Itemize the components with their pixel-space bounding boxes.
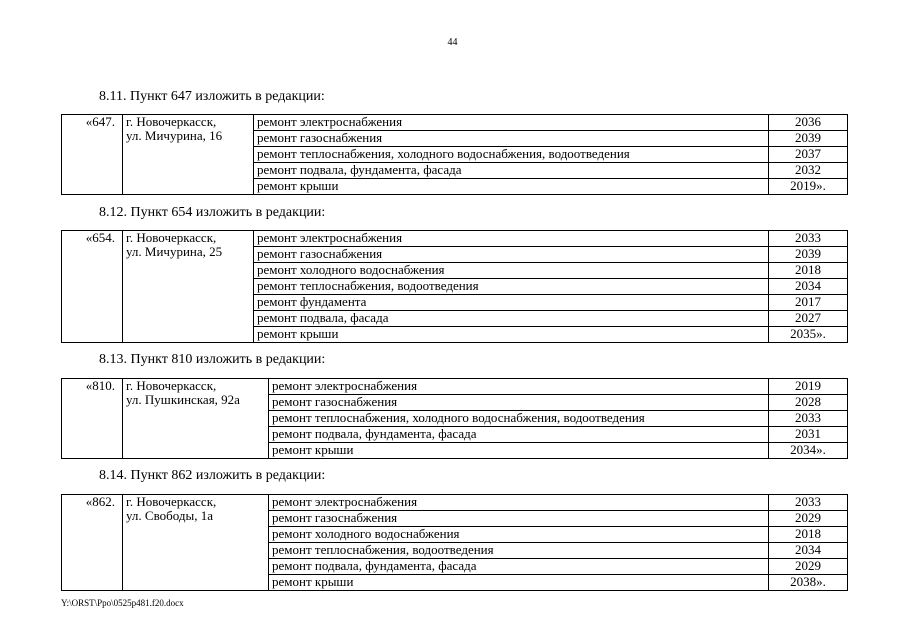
work-year: 2018 bbox=[769, 263, 848, 279]
item-number: «647. bbox=[85, 114, 115, 129]
work-type: ремонт электроснабжения bbox=[254, 231, 769, 247]
work-year: 2039 bbox=[769, 131, 848, 147]
work-year: 2033 bbox=[769, 231, 848, 247]
work-type: ремонт подвала, фасада bbox=[254, 311, 769, 327]
work-type: ремонт электроснабжения bbox=[269, 495, 769, 511]
work-type: ремонт газоснабжения bbox=[269, 511, 769, 527]
work-year: 2033 bbox=[769, 411, 848, 427]
address-street: ул. Пушкинская, 92а bbox=[126, 392, 240, 407]
item-number: «810. bbox=[85, 378, 115, 393]
work-type: ремонт газоснабжения bbox=[254, 247, 769, 263]
section-heading-810: 8.13. Пункт 810 изложить в редакции: bbox=[99, 352, 326, 367]
work-type: ремонт подвала, фундамента, фасада bbox=[254, 163, 769, 179]
work-type: ремонт газоснабжения bbox=[269, 395, 769, 411]
work-year: 2019». bbox=[769, 179, 848, 195]
work-type: ремонт холодного водоснабжения bbox=[269, 527, 769, 543]
section-heading-862: 8.14. Пункт 862 изложить в редакции: bbox=[99, 468, 326, 483]
work-year: 2029 bbox=[769, 559, 848, 575]
work-year: 2039 bbox=[769, 247, 848, 263]
work-type: ремонт подвала, фундамента, фасада bbox=[269, 559, 769, 575]
work-year: 2029 bbox=[769, 511, 848, 527]
address-city: г. Новочеркасск, bbox=[126, 494, 217, 509]
work-year: 2032 bbox=[769, 163, 848, 179]
work-type: ремонт теплоснабжения, холодного водоснабжения, водоотведения bbox=[269, 411, 769, 427]
address-city: г. Новочеркасск, bbox=[126, 230, 217, 245]
work-type: ремонт крыши bbox=[254, 179, 769, 195]
page-number: 44 bbox=[447, 37, 458, 48]
work-year: 2033 bbox=[769, 495, 848, 511]
table-row bbox=[62, 379, 848, 395]
work-year: 2019 bbox=[769, 379, 848, 395]
work-year: 2038». bbox=[769, 575, 848, 591]
address-street: ул. Мичурина, 16 bbox=[126, 128, 223, 143]
item-number: «654. bbox=[85, 230, 115, 245]
repair-table-654 bbox=[61, 230, 848, 343]
work-type: ремонт теплоснабжения, холодного водоснабжения, водоотведения bbox=[254, 147, 769, 163]
work-type: ремонт электроснабжения bbox=[269, 379, 769, 395]
work-year: 2034». bbox=[769, 443, 848, 459]
work-year: 2027 bbox=[769, 311, 848, 327]
section-heading-647: 8.11. Пункт 647 изложить в редакции: bbox=[99, 89, 325, 104]
file-path-footer: Y:\ORST\Ppo\0525p481.f20.docx bbox=[61, 598, 184, 608]
work-type: ремонт подвала, фундамента, фасада bbox=[269, 427, 769, 443]
work-type: ремонт теплоснабжения, водоотведения bbox=[254, 279, 769, 295]
table-row bbox=[62, 115, 848, 131]
address-cell bbox=[123, 231, 254, 343]
repair-table-862 bbox=[61, 494, 848, 591]
work-type: ремонт холодного водоснабжения bbox=[254, 263, 769, 279]
work-year: 2034 bbox=[769, 279, 848, 295]
work-year: 2035». bbox=[769, 327, 848, 343]
address-street: ул. Мичурина, 25 bbox=[126, 244, 223, 259]
work-type: ремонт газоснабжения bbox=[254, 131, 769, 147]
work-year: 2017 bbox=[769, 295, 848, 311]
work-year: 2036 bbox=[769, 115, 848, 131]
work-year: 2018 bbox=[769, 527, 848, 543]
item-number: «862. bbox=[85, 494, 115, 509]
address-cell bbox=[123, 115, 254, 195]
address-city: г. Новочеркасск, bbox=[126, 114, 217, 129]
work-type: ремонт крыши bbox=[269, 575, 769, 591]
repair-table-647 bbox=[61, 114, 848, 195]
work-year: 2028 bbox=[769, 395, 848, 411]
work-year: 2034 bbox=[769, 543, 848, 559]
work-type: ремонт электроснабжения bbox=[254, 115, 769, 131]
work-type: ремонт крыши bbox=[254, 327, 769, 343]
address-cell bbox=[123, 495, 269, 591]
address-city: г. Новочеркасск, bbox=[126, 378, 217, 393]
table-row bbox=[62, 231, 848, 247]
work-type: ремонт крыши bbox=[269, 443, 769, 459]
work-type: ремонт фундамента bbox=[254, 295, 769, 311]
table-row bbox=[62, 495, 848, 511]
section-heading-654: 8.12. Пункт 654 изложить в редакции: bbox=[99, 205, 326, 220]
work-year: 2031 bbox=[769, 427, 848, 443]
address-cell bbox=[123, 379, 269, 459]
work-year: 2037 bbox=[769, 147, 848, 163]
repair-table-810 bbox=[61, 378, 848, 459]
address-street: ул. Свободы, 1а bbox=[126, 508, 213, 523]
work-type: ремонт теплоснабжения, водоотведения bbox=[269, 543, 769, 559]
